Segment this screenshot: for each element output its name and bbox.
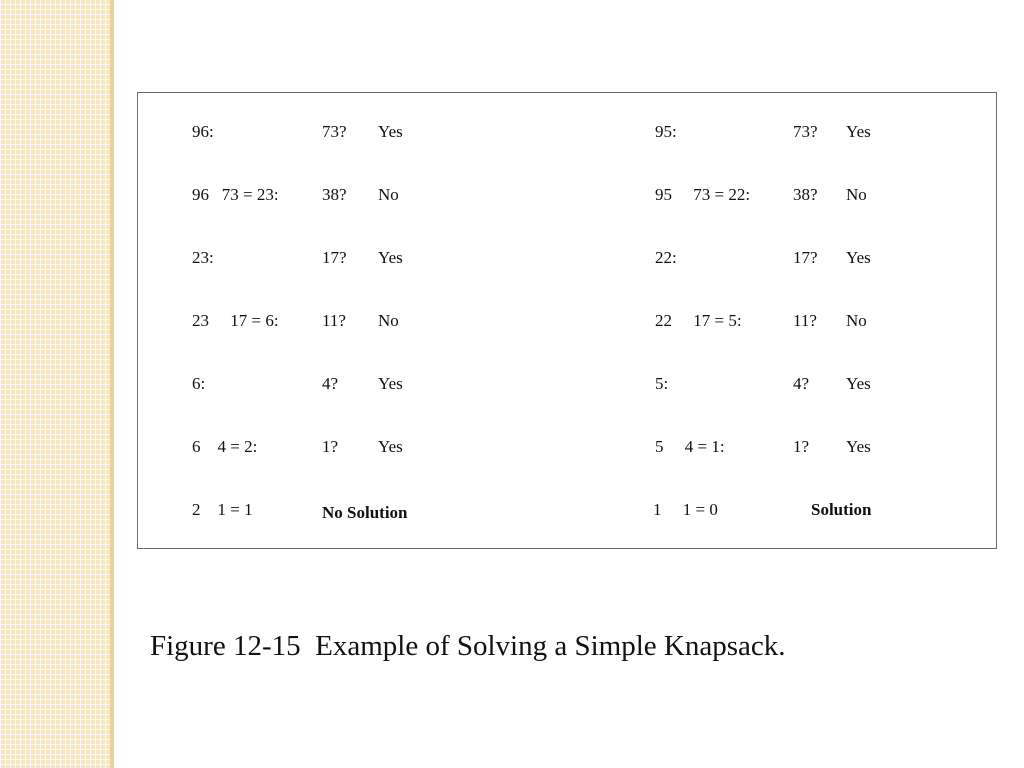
- right-row-6-answer: Yes: [846, 437, 871, 456]
- left-row-6-answer: Yes: [378, 437, 403, 456]
- left-row-5-test: 4?: [322, 374, 339, 393]
- right-row-7-expr: 1 1 = 0: [653, 500, 718, 519]
- right-row-3-expr: 22:: [655, 248, 677, 267]
- left-row-2-test: 38?: [322, 185, 347, 204]
- right-row-6-expr: 5 4 = 1:: [655, 437, 725, 456]
- right-row-4-test: 11?: [793, 311, 817, 330]
- right-row-1-expr: 95:: [655, 122, 677, 141]
- left-row-6-test: 1?: [322, 437, 339, 456]
- left-row-6-expr: 6 4 = 2:: [192, 437, 258, 456]
- left-row-7-expr: 2 1 = 1: [192, 500, 253, 519]
- decorative-side-strip: [0, 0, 114, 768]
- right-row-1-test: 73?: [793, 122, 818, 141]
- left-row-5-expr: 6:: [192, 374, 206, 393]
- left-row-4-answer: No: [378, 311, 399, 330]
- right-row-3-test: 17?: [793, 248, 818, 267]
- left-row-3-test: 17?: [322, 248, 347, 267]
- right-row-1-answer: Yes: [846, 122, 871, 141]
- right-row-3-answer: Yes: [846, 248, 871, 267]
- left-row-3-expr: 23:: [192, 248, 214, 267]
- figure-box: [137, 92, 997, 549]
- left-row-2-expr: 96 73 = 23:: [192, 185, 279, 204]
- left-row-4-expr: 23 17 = 6:: [192, 311, 279, 330]
- right-solution: Solution: [811, 500, 872, 519]
- left-row-5-answer: Yes: [378, 374, 403, 393]
- right-row-2-expr: 95 73 = 22:: [655, 185, 751, 204]
- left-row-1-answer: Yes: [378, 122, 403, 141]
- left-row-2-answer: No: [378, 185, 399, 204]
- left-row-3-answer: Yes: [378, 248, 403, 267]
- right-row-4-expr: 22 17 = 5:: [655, 311, 742, 330]
- right-row-5-answer: Yes: [846, 374, 871, 393]
- right-row-4-answer: No: [846, 311, 867, 330]
- right-row-5-expr: 5:: [655, 374, 669, 393]
- figure-caption: Figure 12-15 Example of Solving a Simple Knapsack.: [150, 630, 786, 662]
- left-row-4-test: 11?: [322, 311, 346, 330]
- right-row-2-answer: No: [846, 185, 867, 204]
- right-row-2-test: 38?: [793, 185, 818, 204]
- right-row-5-test: 4?: [793, 374, 810, 393]
- left-row-1-expr: 96:: [192, 122, 214, 141]
- left-row-1-test: 73?: [322, 122, 347, 141]
- left-no-solution: No Solution: [322, 503, 408, 522]
- right-row-6-test: 1?: [793, 437, 810, 456]
- side-strip-edge: [110, 0, 114, 768]
